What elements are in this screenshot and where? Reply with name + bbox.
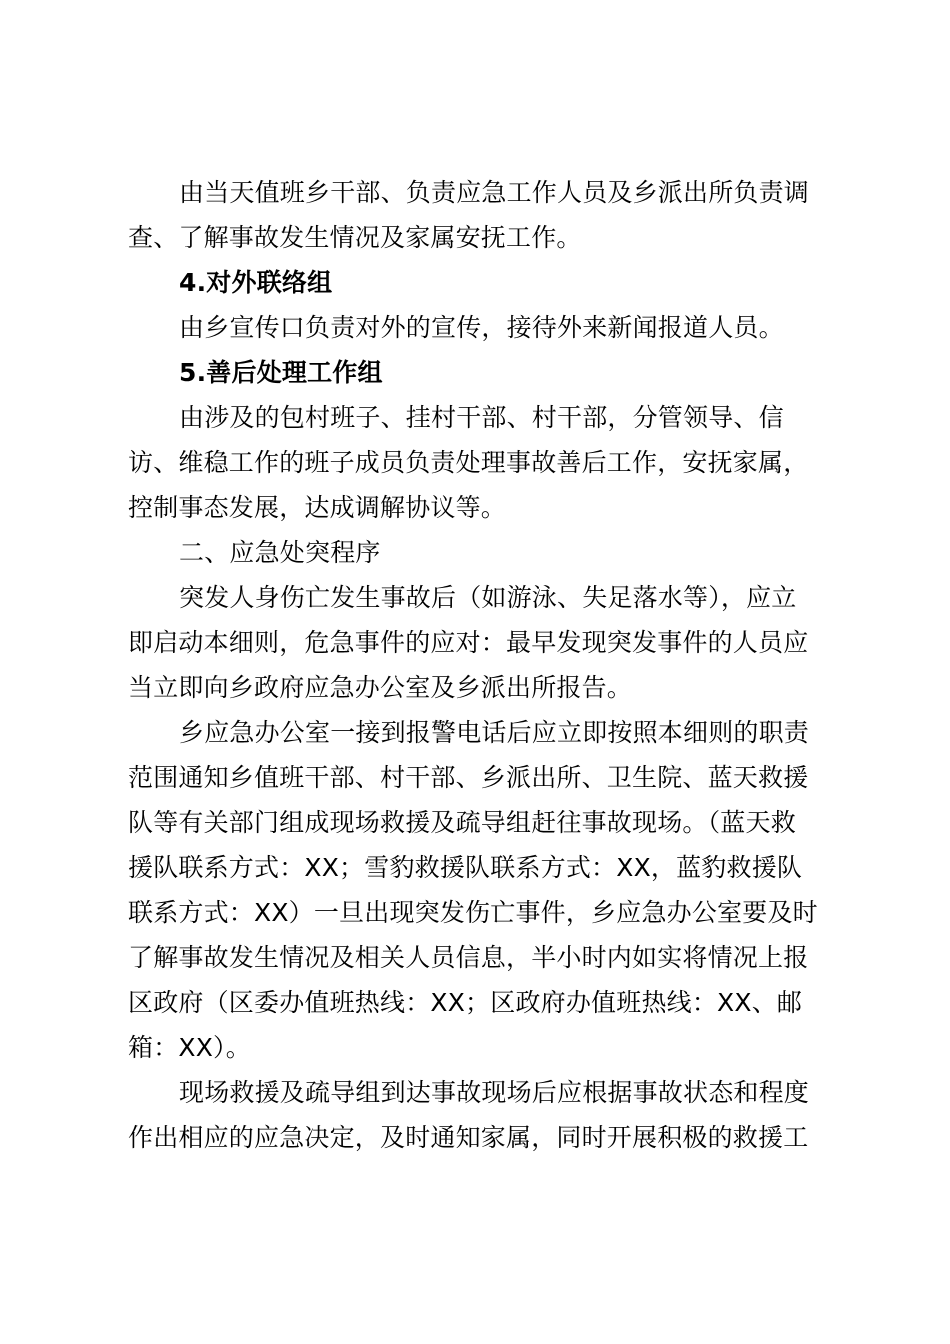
paragraph-line: 控制事态发展，达成调解协议等。 [128, 493, 507, 522]
paragraph-line: 乡应急办公室一接到报警电话后应立即按照本细则的职责 [179, 718, 810, 747]
section-heading-aftermath-group: 5.善后处理工作组 [179, 358, 383, 387]
paragraph-line: 了解事故发生情况及相关人员信息，半小时内如实将情况上报 [128, 943, 809, 972]
paragraph-line: 查、了解事故发生情况及家属安抚工作。 [128, 223, 582, 252]
paragraph-line: 现场救援及疏导组到达事故现场后应根据事故状态和程度 [179, 1078, 810, 1107]
paragraph-line: 范围通知乡值班干部、村干部、乡派出所、卫生院、蓝天救援 [128, 763, 809, 792]
document-body [128, 170, 833, 1160]
paragraph-line: 访、维稳工作的班子成员负责处理事故善后工作，安抚家属， [128, 448, 809, 477]
section-heading-liaison-group: 4.对外联络组 [179, 268, 333, 297]
section-heading-emergency-procedure: 二、应急处突程序 [179, 538, 381, 567]
paragraph-line: 作出相应的应急决定，及时通知家属，同时开展积极的救援工 [128, 1123, 809, 1152]
paragraph-line: 队等有关部门组成现场救援及疏导组赶往事故现场。（蓝天救 [128, 808, 796, 837]
paragraph-line: 援队联系方式：XX；雪豹救援队联系方式：XX，蓝豹救援队 [128, 853, 803, 882]
paragraph-line: 即启动本细则，危急事件的应对：最早发现突发事件的人员应 [128, 628, 809, 657]
paragraph-line: 箱：XX）。 [128, 1033, 251, 1062]
paragraph-line: 联系方式：XX）一旦出现突发伤亡事件，乡应急办公室要及时 [128, 898, 818, 927]
paragraph-line: 由乡宣传口负责对外的宣传，接待外来新闻报道人员。 [179, 313, 784, 342]
paragraph-line: 区政府（区委办值班热线：XX；区政府办值班热线：XX、邮 [128, 988, 803, 1017]
paragraph-line: 当立即向乡政府应急办公室及乡派出所报告。 [128, 673, 633, 702]
paragraph-line: 突发人身伤亡发生事故后（如游泳、失足落水等），应立 [179, 583, 797, 612]
paragraph-line: 由当天值班乡干部、负责应急工作人员及乡派出所负责调 [179, 178, 810, 207]
paragraph-line: 由涉及的包村班子、挂村干部、村干部，分管领导、信 [179, 403, 784, 432]
